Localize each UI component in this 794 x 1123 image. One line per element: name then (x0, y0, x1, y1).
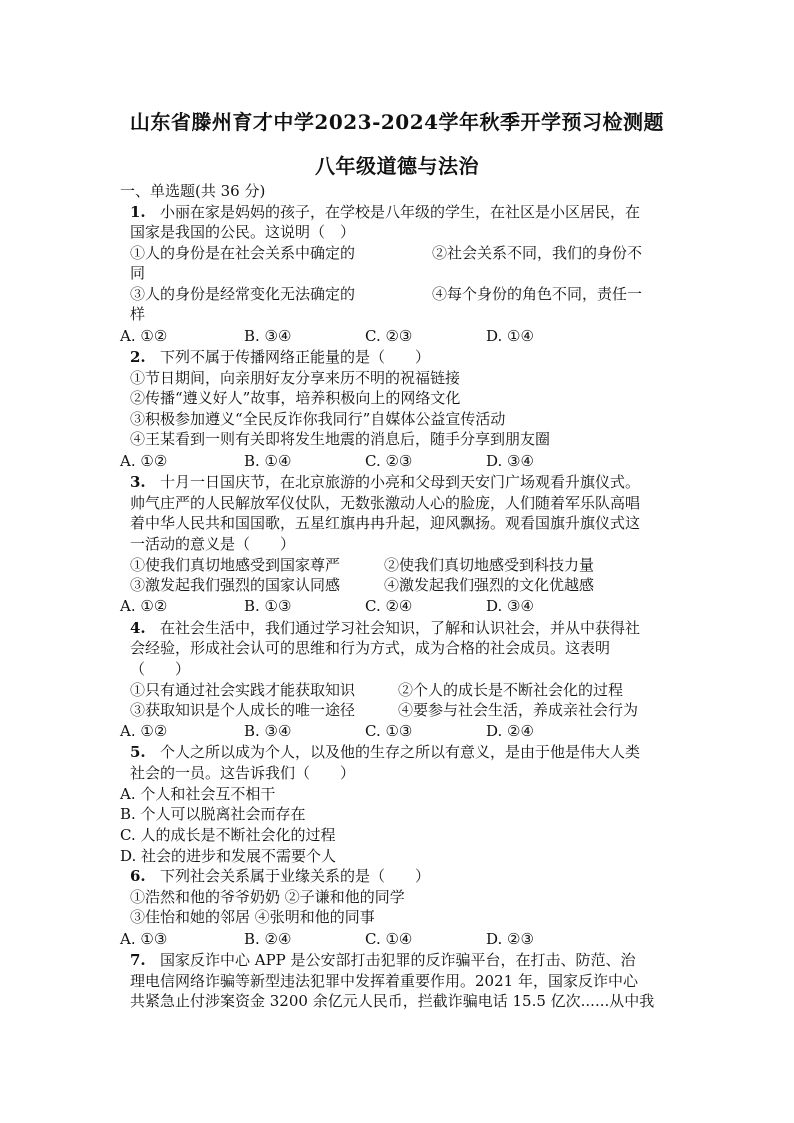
question-4-line-2: 会经验，形成社会认可的思维和行为方式，成为合格的社会成员。这表明 (130, 639, 611, 657)
question-number: 6. (130, 867, 146, 885)
q3-statement-1: ①使我们真切地感受到国家尊严 (130, 556, 341, 574)
q1-statement-2-wrap: 同 (130, 264, 146, 282)
question-1-line-2: 国家是我国的公民。这说明（ ） (130, 223, 356, 241)
q1-statement-3: ③人的身份是经常变化无法确定的 (130, 285, 356, 303)
question-number: 3. (130, 473, 146, 491)
question-7-line-3: 共紧急止付涉案资金 3200 余亿元人民币，拦截诈骗电话 15.5 亿次......从中我 (130, 992, 655, 1010)
option-a: A. ①② (120, 597, 168, 615)
option-d: D. ①④ (486, 327, 534, 345)
question-text: 国家反诈中心 APP 是公安部打击犯罪的反诈骗平台，在打击、防范、治 (159, 951, 636, 969)
question-4-line-3: （ ） (130, 660, 191, 678)
option-b: B. ①③ (244, 597, 292, 615)
q5-option-b: B. 个人可以脱离社会而存在 (120, 805, 306, 823)
option-d: D. ②③ (486, 930, 534, 948)
q1-statement-2: ②社会关系不同，我们的身份不 (432, 244, 643, 262)
option-b: B. ③④ (244, 327, 292, 345)
question-number: 7. (130, 951, 146, 969)
option-d: D. ②④ (486, 722, 534, 740)
question-5-line-1 (130, 742, 640, 762)
q2-statement-3: ③积极参加遵义“全民反诈你我同行”自媒体公益宣传活动 (130, 410, 506, 428)
question-text: 下列社会关系属于业缘关系的是（ ） (159, 867, 430, 885)
q5-option-c: C. 人的成长是不断社会化的过程 (120, 826, 336, 844)
option-c: C. ②④ (365, 597, 413, 615)
question-5-line-2: 社会的一员。这告诉我们（ ） (130, 764, 356, 782)
question-3-line-1 (130, 472, 640, 492)
question-text: 在社会生活中，我们通过学习社会知识，了解和认识社会，并从中获得社 (159, 619, 640, 637)
q4-statement-2: ②个人的成长是不断社会化的过程 (398, 681, 624, 699)
option-b: B. ②④ (244, 930, 292, 948)
option-a: A. ①② (120, 452, 168, 470)
option-c: C. ①④ (365, 930, 413, 948)
section-heading: 一、单选题(共 36 分) (120, 182, 266, 200)
option-d: D. ③④ (486, 452, 534, 470)
q2-statement-1: ①节日期间，向亲朋好友分享来历不明的祝福链接 (130, 369, 461, 387)
q4-statement-1: ①只有通过社会实践才能获取知识 (130, 681, 356, 699)
question-2-line-1 (130, 347, 430, 367)
q6-statement-row-1: ①浩然和他的爷爷奶奶 ②子谦和他的同学 (130, 888, 405, 906)
q3-statement-4: ④激发起我们强烈的文化优越感 (384, 576, 595, 594)
question-3-line-4: 一活动的意义是（ ） (130, 535, 296, 553)
question-number: 4. (130, 619, 146, 637)
option-a: A. ①③ (120, 930, 168, 948)
q1-statement-4: ④每个身份的角色不同，责任一 (432, 285, 643, 303)
question-number: 2. (130, 348, 146, 366)
question-1-line-1 (130, 202, 640, 222)
question-7-line-1 (130, 950, 636, 970)
option-b: B. ①④ (244, 452, 292, 470)
q4-statement-3: ③获取知识是个人成长的唯一途径 (130, 701, 356, 719)
q5-option-a: A. 个人和社会互不相干 (120, 785, 276, 803)
q5-option-d: D. 社会的进步和发展不需要个人 (120, 847, 337, 865)
question-number: 5. (130, 743, 146, 761)
q2-statement-4: ④王某看到一则有关即将发生地震的消息后，随手分享到朋友圈 (130, 430, 551, 448)
option-a: A. ①② (120, 722, 168, 740)
option-b: B. ③④ (244, 722, 292, 740)
question-text: 个人之所以成为个人，以及他的生存之所以有意义，是由于他是伟大人类 (159, 743, 640, 761)
document-subtitle: 八年级道德与法治 (315, 154, 479, 178)
question-7-line-2: 理电信网络诈骗等新型违法犯罪中发挥着重要作用。2021 年，国家反诈中心 (130, 972, 638, 990)
question-6-line-1 (130, 866, 430, 886)
q3-statement-2: ②使我们真切地感受到科技力量 (384, 556, 595, 574)
option-c: C. ①③ (365, 722, 413, 740)
question-3-line-2: 帅气庄严的人民解放军仪仗队，无数张激动人心的脸庞，人们随着军乐队高唱 (130, 494, 641, 512)
q1-statement-1: ①人的身份是在社会关系中确定的 (130, 244, 356, 262)
q4-statement-4: ④要参与社会生活，养成亲社会行为 (398, 701, 639, 719)
option-c: C. ②③ (365, 327, 413, 345)
question-number: 1. (130, 203, 146, 221)
q3-statement-3: ③激发起我们强烈的国家认同感 (130, 576, 341, 594)
question-text: 下列不属于传播网络正能量的是（ ） (159, 348, 430, 366)
question-text: 小丽在家是妈妈的孩子，在学校是八年级的学生，在社区是小区居民，在 (159, 203, 640, 221)
q6-statement-row-2: ③佳怡和她的邻居 ④张明和他的同事 (130, 908, 375, 926)
q2-statement-2: ②传播“遵义好人”故事，培养积极向上的网络文化 (130, 389, 461, 407)
question-text: 十月一日国庆节，在北京旅游的小亮和父母到天安门广场观看升旗仪式。 (159, 473, 640, 491)
option-a: A. ①② (120, 327, 168, 345)
option-c: C. ②③ (365, 452, 413, 470)
question-3-line-3: 着中华人民共和国国歌，五星红旗冉冉升起，迎风飘扬。观看国旗升旗仪式这 (130, 514, 641, 532)
q1-statement-4-wrap: 样 (130, 305, 146, 323)
option-d: D. ③④ (486, 597, 534, 615)
document-title: 山东省滕州育才中学2023-2024学年秋季开学预习检测题 (129, 110, 665, 134)
question-4-line-1 (130, 618, 640, 638)
